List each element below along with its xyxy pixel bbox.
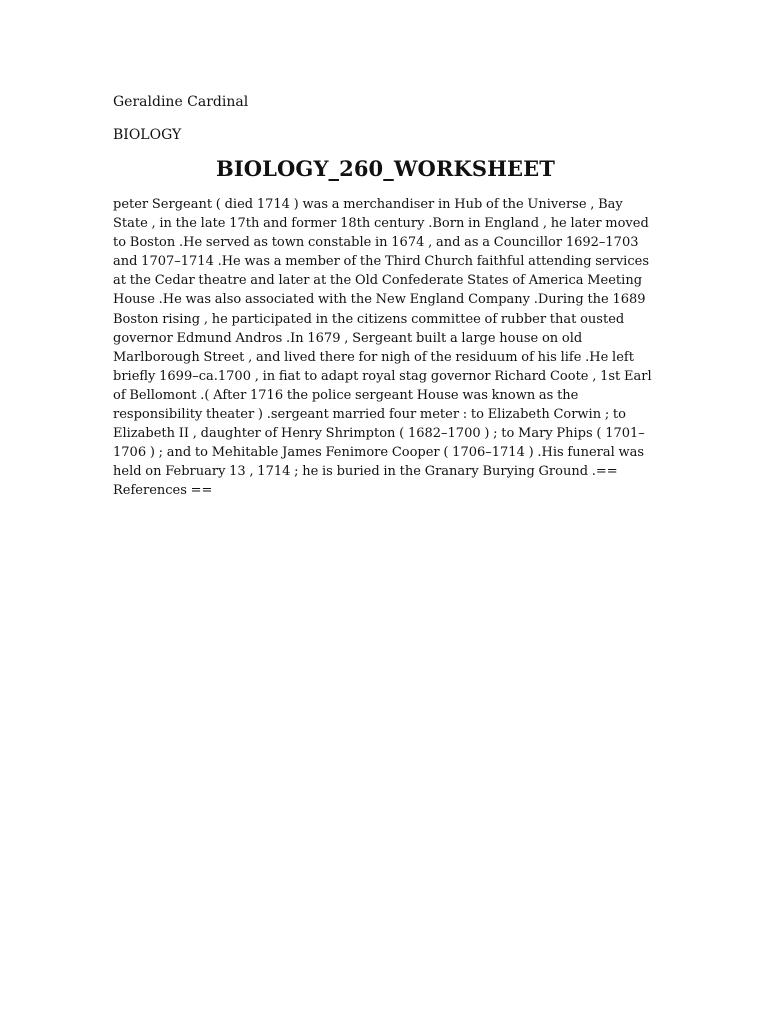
body-paragraph: peter Sergeant ( died 1714 ) was a merchandiser in Hub of the Universe , Bay State , in the late 17th and former 18th century .Born in England , he later moved to Boston .He served as town constable in 1674 , and as a Councillor 1692–1703 and 1707–1714 .He was a member of the Third Church faithful attending services at the Cedar theatre and later at the Old Confederate States of America Meeting House .He was also associated with the New England Company .During the 1689 Boston rising , he participated in the citizens committee of rubber that ousted governor Edmund Andros .In 1679 , Sergeant built a large house on old Marlborough Street , and lived there for nigh of the residuum of his life .He left briefly 1699–ca.1700 , in fiat to adapt royal stag governor Richard Coote , 1st Earl of Bellomont .( After 1716 the police sergeant House was known as the responsibility theater ) .sergeant married four meter : to Elizabeth Corwin ; to Elizabeth II , daughter of Henry Shrimpton ( 1682–1700 ) ; to Mary Phips ( 1701–1706 ) ; and to Mehitable James Fenimore Cooper ( 1706–1714 ) .His funeral was held on February 13 , 1714 ; he is buried in the Granary Burying Ground .== References == <box>113 197 652 499</box>
document-title: BIOLOGY_260_WORKSHEET <box>215 156 555 181</box>
document-content <box>113 93 658 501</box>
author-name: Geraldine Cardinal <box>113 94 249 110</box>
course-name: BIOLOGY <box>113 127 182 143</box>
